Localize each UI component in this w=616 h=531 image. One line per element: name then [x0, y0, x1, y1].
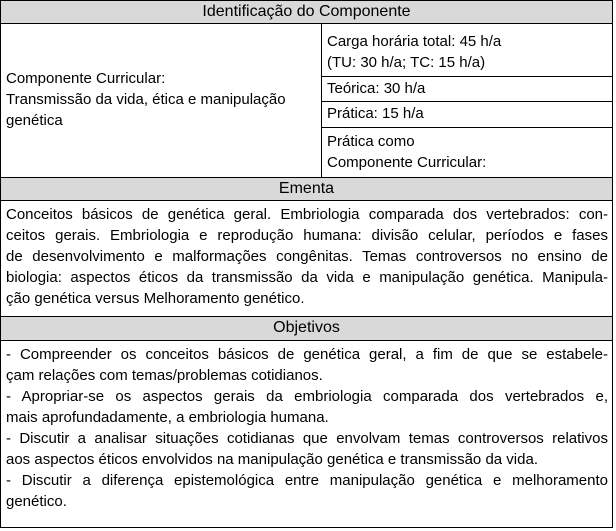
ementa-line: Conceitos básicos de genética geral. Embriologia comparada dos vertebrados: con- — [6, 206, 608, 223]
objetivos-header: Objetivos — [1, 317, 612, 340]
pcc-line-1: Prática como — [327, 133, 415, 150]
pcc-line-2: Componente Curricular: — [327, 154, 487, 171]
divider — [0, 340, 613, 341]
objetivos-line: - Discutir a diferença epistemológica entre manipulação genética e melhoramento — [6, 472, 608, 489]
ementa-line: ção genética versus Melhoramento genético. — [6, 290, 305, 307]
componente-name-line-2: genética — [6, 112, 63, 129]
divider — [321, 76, 613, 77]
componente-name-line-1: Transmissão da vida, ética e manipulação — [6, 91, 286, 108]
ementa-header: Ementa — [1, 178, 612, 200]
ementa-line: biologia: aspectos éticos da transmissão da vida e manipulação genética. Manipula- — [6, 269, 608, 286]
componente-label: Componente Curricular: — [6, 70, 166, 87]
carga-teorica: Teórica: 30 h/a — [327, 80, 426, 97]
objetivos-line: mais aprofundadamente, a embriologia humana. — [6, 409, 329, 426]
ementa-line: ceitos gerais. Embriologia e reprodução humana: divisão celular, períodos e fases — [6, 227, 608, 244]
divider — [321, 101, 613, 102]
carga-pratica: Prática: 15 h/a — [327, 105, 424, 122]
carga-total-line-1: Carga horária total: 45 h/a — [327, 33, 502, 50]
identificacao-header: Identificação do Componente — [1, 1, 612, 23]
objetivos-text — [6, 344, 608, 512]
objetivos-line: - Apropriar-se os aspectos gerais da embriologia comparada dos vertebrados e, — [6, 388, 608, 405]
ementa-line: de desenvolvimento e malformações congênitas. Temas controversos no ensino de — [6, 248, 608, 265]
divider — [321, 127, 613, 128]
divider — [0, 23, 613, 24]
divider — [0, 200, 613, 201]
objetivos-line: genético. — [6, 493, 67, 510]
objetivos-line: - Compreender os conceitos básicos de genética geral, a fim de que se estabele- — [6, 346, 608, 363]
objetivos-line: - Discutir a analisar situações cotidianas que envolvam temas controversos relativos — [6, 430, 608, 447]
objetivos-line: çam relações com temas/problemas cotidianos. — [6, 367, 323, 384]
objetivos-line: aos aspectos éticos envolvidos na manipulação genética e transmissão da vida. — [6, 451, 538, 468]
carga-total-line-2: (TU: 30 h/a; TC: 15 h/a) — [327, 54, 486, 71]
ementa-text — [6, 204, 608, 309]
carga-horaria-total — [327, 31, 501, 73]
componente-curricular — [6, 68, 286, 131]
pratica-como-componente — [327, 131, 486, 173]
